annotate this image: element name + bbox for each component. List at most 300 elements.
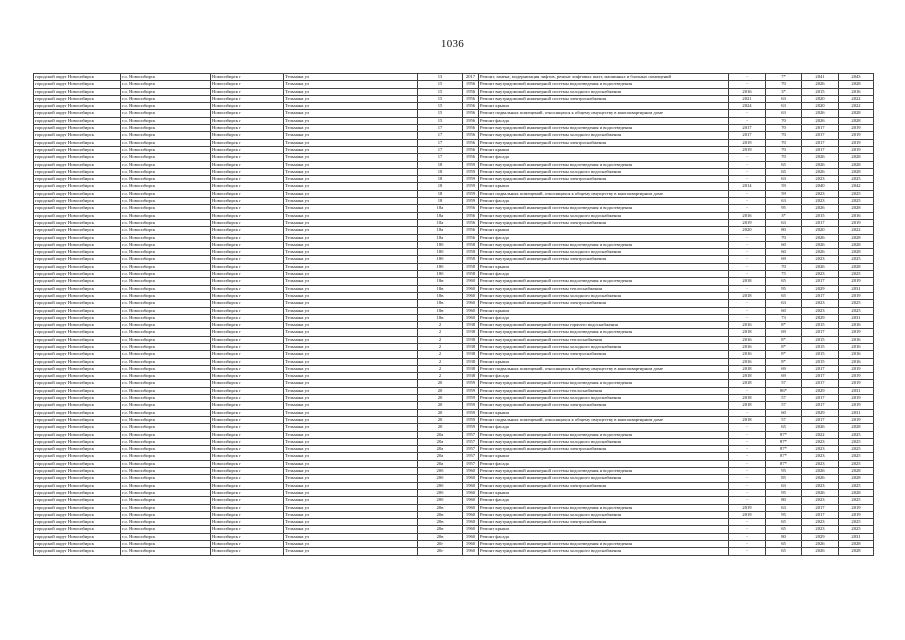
- locality-cell: Новосибирск г: [211, 416, 284, 423]
- house-number-cell: 18б: [418, 249, 463, 256]
- wear-percent-cell: 63: [766, 176, 802, 183]
- wear-percent-cell: 69: [766, 329, 802, 336]
- build-year-cell: 1959: [463, 190, 479, 197]
- table-row: [34, 154, 874, 161]
- urban-district-cell: г.о. Новосибирск: [121, 548, 211, 555]
- locality-cell: Новосибирск г: [211, 329, 284, 336]
- table-row: [34, 125, 874, 132]
- urban-district-cell: г.о. Новосибирск: [121, 227, 211, 234]
- locality-cell: Новосибирск г: [211, 424, 284, 431]
- build-year-cell: 1959: [463, 161, 479, 168]
- locality-cell: Новосибирск г: [211, 431, 284, 438]
- plan-start-year-cell: 2017: [802, 278, 839, 285]
- table-row: [34, 95, 874, 102]
- completed-year-cell: -: [729, 460, 766, 467]
- house-number-cell: 2: [418, 358, 463, 365]
- municipality-cell: городской округ Новосибирск: [34, 373, 121, 380]
- municipality-cell: городской округ Новосибирск: [34, 227, 121, 234]
- plan-start-year-cell: 2026: [802, 154, 839, 161]
- urban-district-cell: г.о. Новосибирск: [121, 300, 211, 307]
- completed-year-cell: 2017: [729, 132, 766, 139]
- completed-year-cell: -: [729, 489, 766, 496]
- build-year-cell: 1960: [463, 489, 479, 496]
- build-year-cell: 1960: [463, 314, 479, 321]
- house-number-cell: 18б: [418, 256, 463, 263]
- plan-start-year-cell: 2023: [802, 497, 839, 504]
- plan-start-year-cell: 2023: [802, 307, 839, 314]
- build-year-cell: 1960: [463, 285, 479, 292]
- locality-cell: Новосибирск г: [211, 285, 284, 292]
- wear-percent-cell: 65: [766, 278, 802, 285]
- locality-cell: Новосибирск г: [211, 504, 284, 511]
- urban-district-cell: г.о. Новосибирск: [121, 446, 211, 453]
- table-row: [34, 548, 874, 555]
- work-type-cell: Ремонт внутридомовой инженерной системы теплоснабжения: [479, 336, 729, 343]
- municipality-cell: городской округ Новосибирск: [34, 365, 121, 372]
- locality-cell: Новосибирск г: [211, 489, 284, 496]
- plan-end-year-cell: 2028: [839, 475, 874, 482]
- municipality-cell: городской округ Новосибирск: [34, 343, 121, 350]
- work-type-cell: Ремонт внутридомовой инженерной системы холодного водоснабжения: [479, 249, 729, 256]
- locality-cell: Новосибирск г: [211, 307, 284, 314]
- plan-start-year-cell: 2026: [802, 117, 839, 124]
- street-cell: Тельмана ул: [284, 380, 418, 387]
- build-year-cell: 1959: [463, 387, 479, 394]
- table-row: [34, 416, 874, 423]
- house-number-cell: 18в: [418, 314, 463, 321]
- wear-percent-cell: 65: [766, 168, 802, 175]
- plan-end-year-cell: 2019: [839, 329, 874, 336]
- wear-percent-cell: 8*: [766, 343, 802, 350]
- plan-end-year-cell: 2025: [839, 256, 874, 263]
- street-cell: Тельмана ул: [284, 263, 418, 270]
- urban-district-cell: г.о. Новосибирск: [121, 212, 211, 219]
- street-cell: Тельмана ул: [284, 533, 418, 540]
- plan-start-year-cell: 2017: [802, 402, 839, 409]
- locality-cell: Новосибирск г: [211, 497, 284, 504]
- completed-year-cell: 2018: [729, 416, 766, 423]
- wear-percent-cell: 70: [766, 146, 802, 153]
- build-year-cell: 1960: [463, 278, 479, 285]
- plan-end-year-cell: 2025: [839, 176, 874, 183]
- build-year-cell: 1959: [463, 183, 479, 190]
- urban-district-cell: г.о. Новосибирск: [121, 234, 211, 241]
- municipality-cell: городской округ Новосибирск: [34, 351, 121, 358]
- plan-end-year-cell: 2025: [839, 271, 874, 278]
- work-type-cell: Ремонт внутридомовой инженерной системы холодного водоснабжения: [479, 88, 729, 95]
- work-type-cell: Ремонт фасада: [479, 424, 729, 431]
- work-type-cell: Ремонт внутридомовой инженерной системы холодного водоснабжения: [479, 343, 729, 350]
- locality-cell: Новосибирск г: [211, 132, 284, 139]
- street-cell: Тельмана ул: [284, 227, 418, 234]
- plan-end-year-cell: 2025: [839, 438, 874, 445]
- house-number-cell: 18: [418, 168, 463, 175]
- municipality-cell: городской округ Новосибирск: [34, 395, 121, 402]
- urban-district-cell: г.о. Новосибирск: [121, 285, 211, 292]
- build-year-cell: 1960: [463, 541, 479, 548]
- plan-end-year-cell: 2025: [839, 190, 874, 197]
- locality-cell: Новосибирск г: [211, 263, 284, 270]
- work-type-cell: Ремонт внутридомовой инженерной системы водоотведения и водоотведения: [479, 541, 729, 548]
- urban-district-cell: г.о. Новосибирск: [121, 292, 211, 299]
- table-row: [34, 468, 874, 475]
- municipality-cell: городской округ Новосибирск: [34, 278, 121, 285]
- urban-district-cell: г.о. Новосибирск: [121, 453, 211, 460]
- plan-start-year-cell: 2017: [802, 511, 839, 518]
- completed-year-cell: -: [729, 300, 766, 307]
- table-row: [34, 358, 874, 365]
- locality-cell: Новосибирск г: [211, 205, 284, 212]
- house-number-cell: 20: [418, 416, 463, 423]
- build-year-cell: 2017: [463, 74, 479, 81]
- table-row: [34, 88, 874, 95]
- plan-start-year-cell: 2023: [802, 271, 839, 278]
- street-cell: Тельмана ул: [284, 241, 418, 248]
- house-number-cell: 15: [418, 103, 463, 110]
- urban-district-cell: г.о. Новосибирск: [121, 168, 211, 175]
- completed-year-cell: -: [729, 307, 766, 314]
- table-row: [34, 74, 874, 81]
- street-cell: Тельмана ул: [284, 74, 418, 81]
- urban-district-cell: г.о. Новосибирск: [121, 176, 211, 183]
- locality-cell: Новосибирск г: [211, 219, 284, 226]
- plan-end-year-cell: 2028: [839, 205, 874, 212]
- locality-cell: Новосибирск г: [211, 176, 284, 183]
- municipality-cell: городской округ Новосибирск: [34, 548, 121, 555]
- build-year-cell: 1959: [463, 198, 479, 205]
- plan-start-year-cell: 2017: [802, 373, 839, 380]
- build-year-cell: 1938: [463, 322, 479, 329]
- work-type-cell: Ремонт внутридомовой инженерной системы электроснабжения: [479, 256, 729, 263]
- plan-start-year-cell: 2029: [802, 285, 839, 292]
- locality-cell: Новосибирск г: [211, 468, 284, 475]
- plan-start-year-cell: 2023: [802, 526, 839, 533]
- capital-repair-table: [33, 73, 874, 556]
- plan-start-year-cell: 2015: [802, 336, 839, 343]
- plan-start-year-cell: 2020: [802, 103, 839, 110]
- urban-district-cell: г.о. Новосибирск: [121, 110, 211, 117]
- urban-district-cell: г.о. Новосибирск: [121, 380, 211, 387]
- work-type-cell: Ремонт внутридомовой инженерной системы электроснабжения: [479, 351, 729, 358]
- completed-year-cell: -: [729, 263, 766, 270]
- work-type-cell: Ремонт внутридомовой инженерной системы электроснабжения: [479, 139, 729, 146]
- work-type-cell: Ремонт крыши: [479, 489, 729, 496]
- completed-year-cell: 2018: [729, 395, 766, 402]
- municipality-cell: городской округ Новосибирск: [34, 504, 121, 511]
- wear-percent-cell: 60: [766, 241, 802, 248]
- street-cell: Тельмана ул: [284, 519, 418, 526]
- plan-end-year-cell: 2025: [839, 307, 874, 314]
- plan-start-year-cell: 2017: [802, 329, 839, 336]
- municipality-cell: городской округ Новосибирск: [34, 110, 121, 117]
- wear-percent-cell: 80: [766, 227, 802, 234]
- build-year-cell: 1956: [463, 117, 479, 124]
- street-cell: Тельмана ул: [284, 285, 418, 292]
- locality-cell: Новосибирск г: [211, 380, 284, 387]
- table-row: [34, 482, 874, 489]
- plan-end-year-cell: 2016: [839, 351, 874, 358]
- plan-end-year-cell: 2028: [839, 81, 874, 88]
- wear-percent-cell: 57: [766, 402, 802, 409]
- urban-district-cell: г.о. Новосибирск: [121, 511, 211, 518]
- work-type-cell: Ремонт внутридомовой инженерной системы водоотведения и водоотведения: [479, 125, 729, 132]
- locality-cell: Новосибирск г: [211, 183, 284, 190]
- work-type-cell: Ремонт внутридомовой инженерной системы водоотведения и водоотведения: [479, 329, 729, 336]
- completed-year-cell: 2016: [729, 343, 766, 350]
- build-year-cell: 1956: [463, 88, 479, 95]
- locality-cell: Новосибирск г: [211, 212, 284, 219]
- wear-percent-cell: 8*: [766, 358, 802, 365]
- plan-start-year-cell: 2017: [802, 146, 839, 153]
- locality-cell: Новосибирск г: [211, 88, 284, 95]
- completed-year-cell: 2018: [729, 329, 766, 336]
- municipality-cell: городской округ Новосибирск: [34, 300, 121, 307]
- plan-start-year-cell: 2015: [802, 212, 839, 219]
- work-type-cell: Ремонт крыши: [479, 526, 729, 533]
- house-number-cell: 2: [418, 329, 463, 336]
- municipality-cell: городской округ Новосибирск: [34, 358, 121, 365]
- house-number-cell: 18: [418, 190, 463, 197]
- plan-start-year-cell: 2023: [802, 256, 839, 263]
- house-number-cell: 18: [418, 161, 463, 168]
- work-type-cell: Ремонт крыши: [479, 453, 729, 460]
- street-cell: Тельмана ул: [284, 146, 418, 153]
- wear-percent-cell: 70: [766, 117, 802, 124]
- plan-start-year-cell: 2017: [802, 504, 839, 511]
- urban-district-cell: г.о. Новосибирск: [121, 198, 211, 205]
- urban-district-cell: г.о. Новосибирск: [121, 249, 211, 256]
- table-row: [34, 212, 874, 219]
- work-type-cell: Ремонт внутридомовой инженерной системы теплоснабжения: [479, 285, 729, 292]
- plan-end-year-cell: 2031: [839, 314, 874, 321]
- table-body: [34, 74, 874, 556]
- urban-district-cell: г.о. Новосибирск: [121, 336, 211, 343]
- completed-year-cell: -: [729, 234, 766, 241]
- street-cell: Тельмана ул: [284, 329, 418, 336]
- locality-cell: Новосибирск г: [211, 234, 284, 241]
- table-row: [34, 438, 874, 445]
- locality-cell: Новосибирск г: [211, 103, 284, 110]
- locality-cell: Новосибирск г: [211, 402, 284, 409]
- locality-cell: Новосибирск г: [211, 227, 284, 234]
- plan-start-year-cell: 2015: [802, 358, 839, 365]
- wear-percent-cell: 65: [766, 526, 802, 533]
- table-row: [34, 110, 874, 117]
- locality-cell: Новосибирск г: [211, 533, 284, 540]
- wear-percent-cell: 65: [766, 161, 802, 168]
- plan-end-year-cell: 2028: [839, 263, 874, 270]
- locality-cell: Новосибирск г: [211, 292, 284, 299]
- build-year-cell: 1960: [463, 519, 479, 526]
- locality-cell: Новосибирск г: [211, 190, 284, 197]
- table-row: [34, 446, 874, 453]
- house-number-cell: 2: [418, 322, 463, 329]
- street-cell: Тельмана ул: [284, 489, 418, 496]
- wear-percent-cell: 75: [766, 271, 802, 278]
- house-number-cell: 17: [418, 132, 463, 139]
- plan-start-year-cell: 2017: [802, 125, 839, 132]
- municipality-cell: городской округ Новосибирск: [34, 256, 121, 263]
- build-year-cell: 1959: [463, 424, 479, 431]
- plan-end-year-cell: 2019: [839, 511, 874, 518]
- plan-end-year-cell: 2019: [839, 402, 874, 409]
- locality-cell: Новосибирск г: [211, 395, 284, 402]
- urban-district-cell: г.о. Новосибирск: [121, 103, 211, 110]
- plan-start-year-cell: 2017: [802, 139, 839, 146]
- locality-cell: Новосибирск г: [211, 387, 284, 394]
- municipality-cell: городской округ Новосибирск: [34, 380, 121, 387]
- completed-year-cell: -: [729, 176, 766, 183]
- house-number-cell: 20: [418, 395, 463, 402]
- completed-year-cell: -: [729, 548, 766, 555]
- locality-cell: Новосибирск г: [211, 351, 284, 358]
- street-cell: Тельмана ул: [284, 139, 418, 146]
- wear-percent-cell: 70: [766, 81, 802, 88]
- completed-year-cell: 2019: [729, 139, 766, 146]
- municipality-cell: городской округ Новосибирск: [34, 117, 121, 124]
- municipality-cell: городской округ Новосибирск: [34, 402, 121, 409]
- plan-end-year-cell: 2025: [839, 198, 874, 205]
- work-type-cell: Ремонт внутридомовой инженерной системы электроснабжения: [479, 95, 729, 102]
- house-number-cell: 17: [418, 139, 463, 146]
- work-type-cell: Ремонт крыши: [479, 263, 729, 270]
- municipality-cell: городской округ Новосибирск: [34, 271, 121, 278]
- plan-start-year-cell: 2020: [802, 95, 839, 102]
- completed-year-cell: -: [729, 81, 766, 88]
- municipality-cell: городской округ Новосибирск: [34, 234, 121, 241]
- build-year-cell: 1957: [463, 453, 479, 460]
- completed-year-cell: 2024: [729, 103, 766, 110]
- wear-percent-cell: 95: [766, 468, 802, 475]
- table-row: [34, 336, 874, 343]
- house-number-cell: 20: [418, 424, 463, 431]
- completed-year-cell: -: [729, 482, 766, 489]
- street-cell: Тельмана ул: [284, 300, 418, 307]
- build-year-cell: 1956: [463, 103, 479, 110]
- wear-percent-cell: 63: [766, 103, 802, 110]
- work-type-cell: Ремонт внутридомовой инженерной системы холодного водоснабжения: [479, 475, 729, 482]
- urban-district-cell: г.о. Новосибирск: [121, 504, 211, 511]
- work-type-cell: Ремонт фасада: [479, 533, 729, 540]
- municipality-cell: городской округ Новосибирск: [34, 482, 121, 489]
- house-number-cell: 18: [418, 176, 463, 183]
- work-type-cell: Ремонт фасада: [479, 314, 729, 321]
- work-type-cell: Ремонт внутридомовой инженерной системы водоотведения и водоотведения: [479, 431, 729, 438]
- municipality-cell: городской округ Новосибирск: [34, 88, 121, 95]
- municipality-cell: городской округ Новосибирск: [34, 314, 121, 321]
- table-row: [34, 271, 874, 278]
- completed-year-cell: -: [729, 285, 766, 292]
- street-cell: Тельмана ул: [284, 234, 418, 241]
- completed-year-cell: -: [729, 110, 766, 117]
- build-year-cell: 1956: [463, 205, 479, 212]
- build-year-cell: 1956: [463, 132, 479, 139]
- street-cell: Тельмана ул: [284, 395, 418, 402]
- wear-percent-cell: 57: [766, 395, 802, 402]
- municipality-cell: городской округ Новосибирск: [34, 453, 121, 460]
- build-year-cell: 1959: [463, 395, 479, 402]
- street-cell: Тельмана ул: [284, 373, 418, 380]
- street-cell: Тельмана ул: [284, 409, 418, 416]
- build-year-cell: 1958: [463, 249, 479, 256]
- plan-end-year-cell: 2028: [839, 489, 874, 496]
- house-number-cell: 18а: [418, 227, 463, 234]
- plan-start-year-cell: 2026: [802, 81, 839, 88]
- urban-district-cell: г.о. Новосибирск: [121, 438, 211, 445]
- table-row: [34, 241, 874, 248]
- wear-percent-cell: 70: [766, 263, 802, 270]
- urban-district-cell: г.о. Новосибирск: [121, 88, 211, 95]
- urban-district-cell: г.о. Новосибирск: [121, 263, 211, 270]
- completed-year-cell: 2019: [729, 511, 766, 518]
- build-year-cell: 1956: [463, 110, 479, 117]
- house-number-cell: 18в: [418, 278, 463, 285]
- completed-year-cell: -: [729, 154, 766, 161]
- plan-end-year-cell: 2025: [839, 482, 874, 489]
- urban-district-cell: г.о. Новосибирск: [121, 314, 211, 321]
- plan-start-year-cell: 2023: [802, 198, 839, 205]
- table-row: [34, 227, 874, 234]
- work-type-cell: Ремонт внутридомовой инженерной системы холодного водоснабжения: [479, 511, 729, 518]
- wear-percent-cell: 65: [766, 519, 802, 526]
- municipality-cell: городской округ Новосибирск: [34, 307, 121, 314]
- build-year-cell: 1956: [463, 139, 479, 146]
- plan-start-year-cell: 2022: [802, 431, 839, 438]
- plan-start-year-cell: 2023: [802, 482, 839, 489]
- plan-start-year-cell: 2026: [802, 489, 839, 496]
- table-row: [34, 460, 874, 467]
- urban-district-cell: г.о. Новосибирск: [121, 95, 211, 102]
- completed-year-cell: -: [729, 541, 766, 548]
- work-type-cell: Ремонт внутридомовой инженерной системы холодного водоснабжения: [479, 132, 729, 139]
- table-row: [34, 424, 874, 431]
- street-cell: Тельмана ул: [284, 307, 418, 314]
- municipality-cell: городской округ Новосибирск: [34, 533, 121, 540]
- plan-start-year-cell: 2026: [802, 161, 839, 168]
- municipality-cell: городской округ Новосибирск: [34, 95, 121, 102]
- plan-end-year-cell: 2025: [839, 446, 874, 453]
- plan-start-year-cell: 2026: [802, 475, 839, 482]
- locality-cell: Новосибирск г: [211, 336, 284, 343]
- completed-year-cell: 2018: [729, 373, 766, 380]
- locality-cell: Новосибирск г: [211, 110, 284, 117]
- plan-end-year-cell: 2025: [839, 460, 874, 467]
- urban-district-cell: г.о. Новосибирск: [121, 278, 211, 285]
- plan-end-year-cell: 2025: [839, 453, 874, 460]
- plan-end-year-cell: 2019: [839, 416, 874, 423]
- house-number-cell: 2: [418, 343, 463, 350]
- wear-percent-cell: 70: [766, 139, 802, 146]
- municipality-cell: городской округ Новосибирск: [34, 125, 121, 132]
- build-year-cell: 1959: [463, 176, 479, 183]
- work-type-cell: Ремонт фасада: [479, 198, 729, 205]
- plan-start-year-cell: 2026: [802, 263, 839, 270]
- build-year-cell: 1959: [463, 409, 479, 416]
- street-cell: Тельмана ул: [284, 548, 418, 555]
- table-row: [34, 81, 874, 88]
- street-cell: Тельмана ул: [284, 322, 418, 329]
- table-row: [34, 117, 874, 124]
- house-number-cell: 17: [418, 146, 463, 153]
- street-cell: Тельмана ул: [284, 314, 418, 321]
- build-year-cell: 1959: [463, 168, 479, 175]
- plan-end-year-cell: 2019: [839, 365, 874, 372]
- locality-cell: Новосибирск г: [211, 482, 284, 489]
- locality-cell: Новосибирск г: [211, 526, 284, 533]
- work-type-cell: Ремонт внутридомовой инженерной системы электроснабжения: [479, 446, 729, 453]
- table-row: [34, 526, 874, 533]
- plan-start-year-cell: 2026: [802, 548, 839, 555]
